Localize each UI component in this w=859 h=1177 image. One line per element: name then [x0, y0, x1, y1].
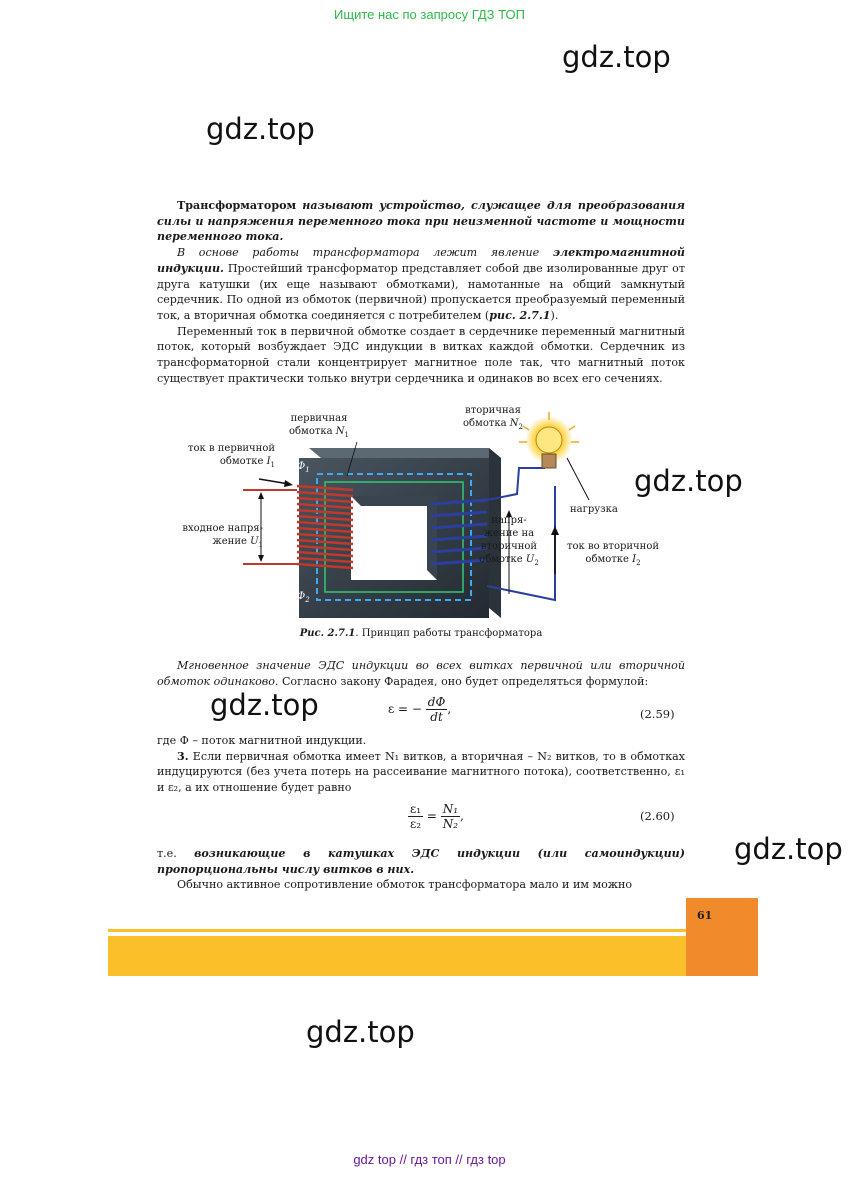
- watermark: gdz.top: [634, 464, 743, 498]
- caption-text: . Принцип работы трансформатора: [355, 628, 543, 639]
- term-transformer: Трансформатором: [177, 199, 297, 212]
- text-block-top: [157, 198, 685, 386]
- equation-number-2-60: (2.60): [640, 809, 675, 823]
- watermark: gdz.top: [562, 40, 671, 74]
- formula-2-59: [388, 695, 451, 724]
- watermark: gdz.top: [734, 832, 843, 866]
- watermark: gdz.top: [206, 112, 315, 146]
- paragraph-where-phi: где Φ – поток магнитной индукции.: [157, 734, 367, 747]
- text-block-lower: [157, 733, 685, 796]
- formula-2-60: [408, 802, 464, 831]
- figure-caption: [157, 628, 685, 639]
- formula-tail: ,: [447, 702, 452, 716]
- fraction-turns: $\frac{\text{N₁}}{\text{N₂}}$: [442, 802, 459, 831]
- principle-term: электромагнитной индукции.: [157, 246, 685, 275]
- fraction-dphi-dt: $\frac{d\Phi}{dt}$: [427, 695, 446, 724]
- paragraph-definition: [157, 198, 685, 245]
- label-secondary-winding: вторичная обмотка $N_2$: [463, 405, 523, 431]
- formula-tail-2: ,: [460, 809, 464, 823]
- paragraph-instantaneous: [157, 658, 685, 689]
- figure-reference: рис. 2.7.1: [489, 308, 551, 322]
- band-yellow: [108, 936, 686, 976]
- formula-equals: =: [426, 809, 437, 823]
- label-primary-winding: первичная обмотка $N_1$: [289, 413, 349, 439]
- point-number: 3.: [177, 749, 189, 763]
- caption-ref: Рис. 2.7.1: [299, 628, 356, 639]
- label-flux-2: $\Phi_2$: [297, 591, 310, 604]
- formula-lhs: ε = −: [388, 702, 422, 716]
- principle-intro: В основе работы трансформатора лежит явление: [177, 246, 553, 260]
- page-number: 61: [697, 909, 713, 922]
- fraction-emf: $\frac{\text{ε₁}}{\text{ε₂}}$: [410, 802, 422, 831]
- principle-text: Простейший трансформатор представляет собой две изолированные друг от друга катушки (их еще называют обмотками), намотанные на общий замкнутый сердечник. По одной из обмоток (первичной) пропускается преобразуемый переменный ток, а вторичная обмотка соединяется с потребителем (: [157, 261, 685, 322]
- equation-number-2-59: (2.59): [640, 707, 675, 721]
- band-line: [108, 929, 686, 932]
- watermark: gdz.top: [210, 688, 319, 722]
- paragraph-proportional: [157, 846, 685, 877]
- top-search-link[interactable]: Ищите нас по запросу ГДЗ ТОП: [334, 7, 525, 22]
- paragraph-principle: [157, 245, 685, 324]
- paragraph-flux: Переменный ток в первичной обмотке создает в сердечнике переменный магнитный поток, который возбуждает ЭДС индукции в витках каждой обмотки. Сердечник из трансформаторной стали концентрирует магнитное поле так, что магнитный поток существует практически только внутри сердечника и одинаков во всех его сечениях.: [157, 324, 685, 385]
- proportional-statement: возникающие в катушках ЭДС индукции (или самоиндукции) пропорциональны числу витков в них.: [157, 847, 685, 876]
- label-secondary-current: ток во вторичной обмотке $I_2$: [566, 541, 660, 567]
- label-primary-current: ток в первичной обмотке $I_1$: [187, 443, 275, 469]
- label-flux-1: $\Phi_1$: [297, 461, 310, 474]
- transformer-figure: [157, 404, 685, 626]
- point-3-text: Если первичная обмотка имеет N₁ витков, а вторичная – N₂ витков, то в обмотках индуцируются (без учета потерь на рассеивание магнитного потока), соответственно, ε₁ и ε₂, а их отношение будет равно: [157, 749, 685, 795]
- faraday-text: Согласно закону Фарадея, оно будет определяться формулой:: [278, 674, 649, 688]
- text-block-middle: [157, 658, 685, 689]
- instantaneous-statement: Мгновенное значение ЭДС индукции во всех витках первичной или вторичной обмоток одинаково.: [157, 659, 685, 688]
- principle-end: ).: [550, 308, 559, 322]
- ie-text: т.е.: [157, 847, 195, 860]
- definition-text: называют устройство, служащее для преобразования силы и напряжения переменного тока при неизменной частоте и мощности переменного тока.: [157, 199, 685, 244]
- paragraph-point-3: [157, 749, 685, 796]
- label-input-voltage: входное напря- жение $U_1$: [182, 523, 263, 549]
- label-secondary-voltage: напря- жение на вторичной обмотке $U_2$: [479, 515, 539, 567]
- paragraph-resistance: Обычно активное сопротивление обмоток трансформатора мало и им можно: [177, 878, 633, 892]
- footer-links[interactable]: gdz top // гдз топ // гдз top: [353, 1152, 506, 1167]
- label-load: нагрузка: [570, 504, 618, 515]
- watermark: gdz.top: [306, 1015, 415, 1049]
- text-block-bottom: [157, 846, 685, 893]
